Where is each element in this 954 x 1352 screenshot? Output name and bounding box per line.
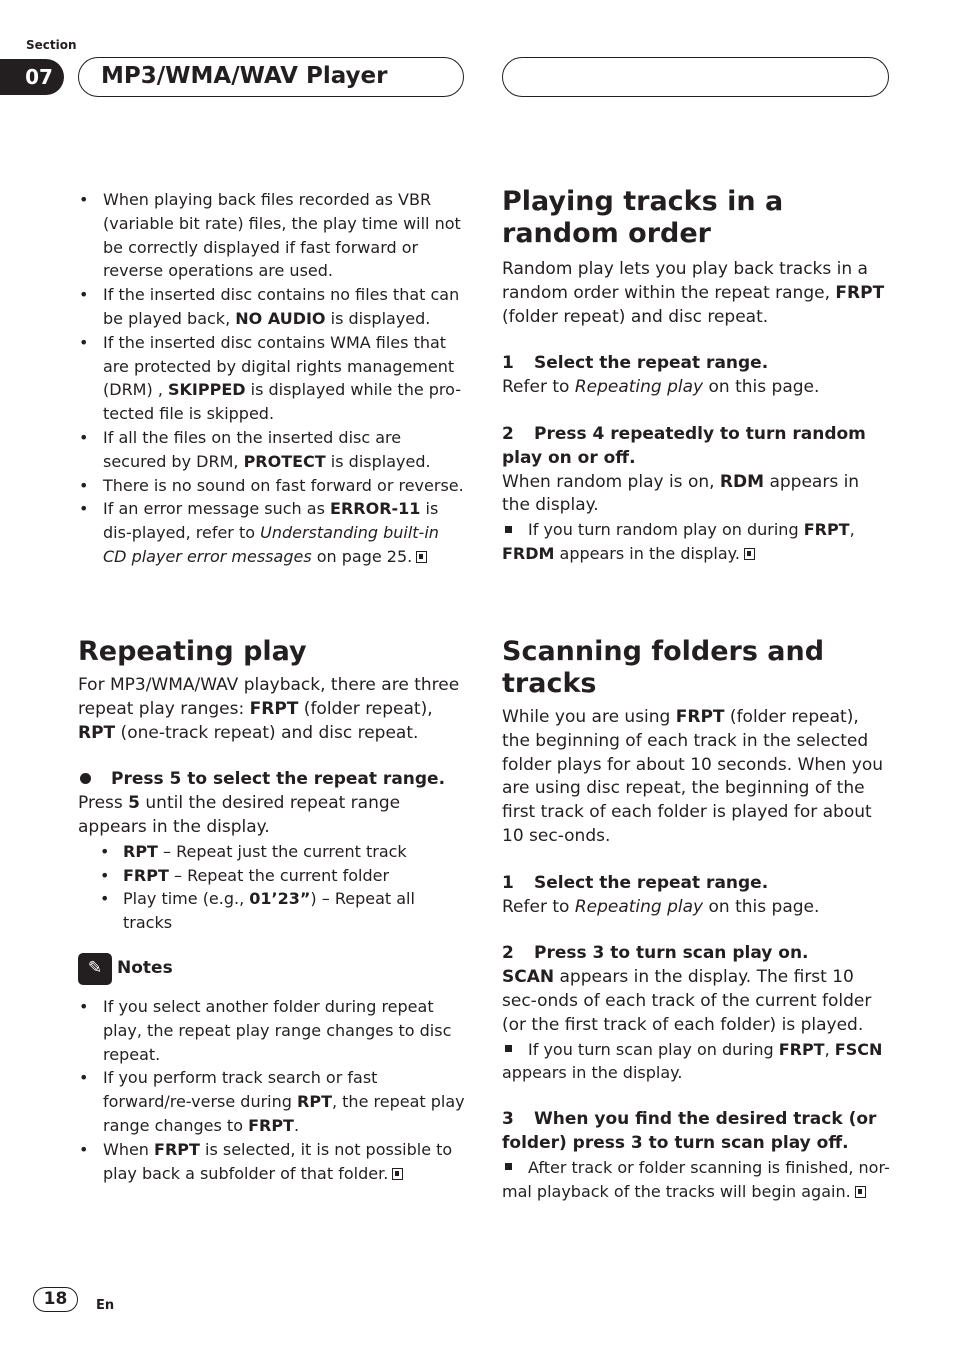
- square-bullet-icon: [505, 1163, 512, 1170]
- header-blank-box: [502, 57, 889, 97]
- scanning-section: [502, 636, 890, 1203]
- square-bullet-icon: [505, 526, 512, 533]
- step-heading: 3 When you find the desired track (or folder) press 3 to turn scan play off.: [502, 1109, 877, 1153]
- step-heading: 1 Select the repeat range.: [502, 872, 769, 893]
- list-item: • If you select another folder during repeat play, the repeat play range changes to disc repeat.: [78, 995, 466, 1066]
- list-item: • When FRPT is selected, it is not possible to play back a subfolder of that folder.: [78, 1138, 466, 1186]
- list-item: • When playing back files recorded as VBR (variable bit rate) files, the play time will not be correctly displayed if fast forward or reverse operations are used.: [78, 188, 466, 283]
- paragraph: SCAN appears in the display. The first 10 sec-onds of each track of the current folder (or the first track of each folder) is played.: [502, 967, 872, 1035]
- note: If you turn random play on during FRPT, FRDM appears in the display.: [502, 520, 855, 563]
- note: If you turn scan play on during FRPT, FSCN appears in the display.: [502, 1039, 883, 1083]
- end-mark-icon: [416, 551, 427, 563]
- square-bullet-icon: [505, 1045, 512, 1052]
- list-item: • Play time (e.g., 01’23”) – Repeat all tracks: [78, 887, 466, 935]
- list-item: • There is no sound on fast forward or reverse.: [78, 474, 466, 498]
- chapter-title: MP3/WMA/WAV Player: [78, 57, 464, 97]
- paragraph: For MP3/WMA/WAV playback, there are three repeat play ranges: FRPT (folder repeat), RPT (one-track repeat) and disc repeat.: [78, 675, 460, 743]
- section-heading: Playing tracks in a random order: [502, 186, 784, 249]
- paragraph: Refer to Repeating play on this page.: [502, 377, 820, 398]
- list-item: • If all the files on the inserted disc are secured by DRM, PROTECT is displayed.: [78, 426, 466, 474]
- section-number: 07: [0, 59, 64, 95]
- language-label: En: [96, 1298, 115, 1313]
- notes-heading: ✎ Notes: [78, 953, 466, 985]
- notes-pencil-icon: ✎: [78, 953, 112, 985]
- end-mark-icon: [855, 1186, 866, 1198]
- paragraph: Press 5 until the desired repeat range appears in the display.: [78, 793, 401, 837]
- end-mark-icon: [744, 548, 755, 560]
- step-heading: 1 Select the repeat range.: [502, 353, 769, 374]
- list-item: • RPT – Repeat just the current track: [78, 840, 466, 864]
- note: After track or folder scanning is finished, nor-mal playback of the tracks will begin again.: [502, 1157, 890, 1201]
- section-heading: Repeating play: [78, 636, 307, 667]
- left-column: [78, 188, 466, 569]
- paragraph: When random play is on, RDM appears in the display.: [502, 471, 860, 516]
- random-play-section: [502, 186, 890, 566]
- list-item: • If an error message such as ERROR-11 is dis-played, refer to Understanding built-in CD player error messages on page 25.: [78, 497, 466, 568]
- paragraph: While you are using FRPT (folder repeat), the beginning of each track in the selected folder plays for about 10 seconds. When you are using disc repeat, the beginning of the first track of each folder is played for about 10 sec-onds.: [502, 707, 884, 846]
- section-heading: Scanning folders and tracks: [502, 636, 825, 699]
- step-heading: 2 Press 3 to turn scan play on.: [502, 943, 809, 964]
- paragraph: Refer to Repeating play on this page.: [502, 896, 820, 917]
- list-item: • If the inserted disc contains WMA files that are protected by digital rights management (DRM) , SKIPPED is displayed while the pro-tected file is skipped.: [78, 331, 466, 426]
- section-label: Section: [26, 38, 77, 52]
- list-item: • If the inserted disc contains no files that can be played back, NO AUDIO is displayed.: [78, 283, 466, 331]
- repeating-play-section: [78, 636, 466, 1185]
- step-heading: 2 Press 4 repeatedly to turn random play on or off.: [502, 423, 866, 468]
- bullet-icon: [80, 773, 91, 784]
- list-item: • If you perform track search or fast forward/re-verse during RPT, the repeat play range changes to FRPT.: [78, 1066, 466, 1137]
- end-mark-icon: [392, 1168, 403, 1180]
- page-number: 18: [33, 1287, 78, 1312]
- paragraph: Random play lets you play back tracks in a random order within the repeat range, FRPT (folder repeat) and disc repeat.: [502, 259, 885, 327]
- list-item: • FRPT – Repeat the current folder: [78, 864, 466, 888]
- step-heading: Press 5 to select the repeat range.: [78, 768, 466, 792]
